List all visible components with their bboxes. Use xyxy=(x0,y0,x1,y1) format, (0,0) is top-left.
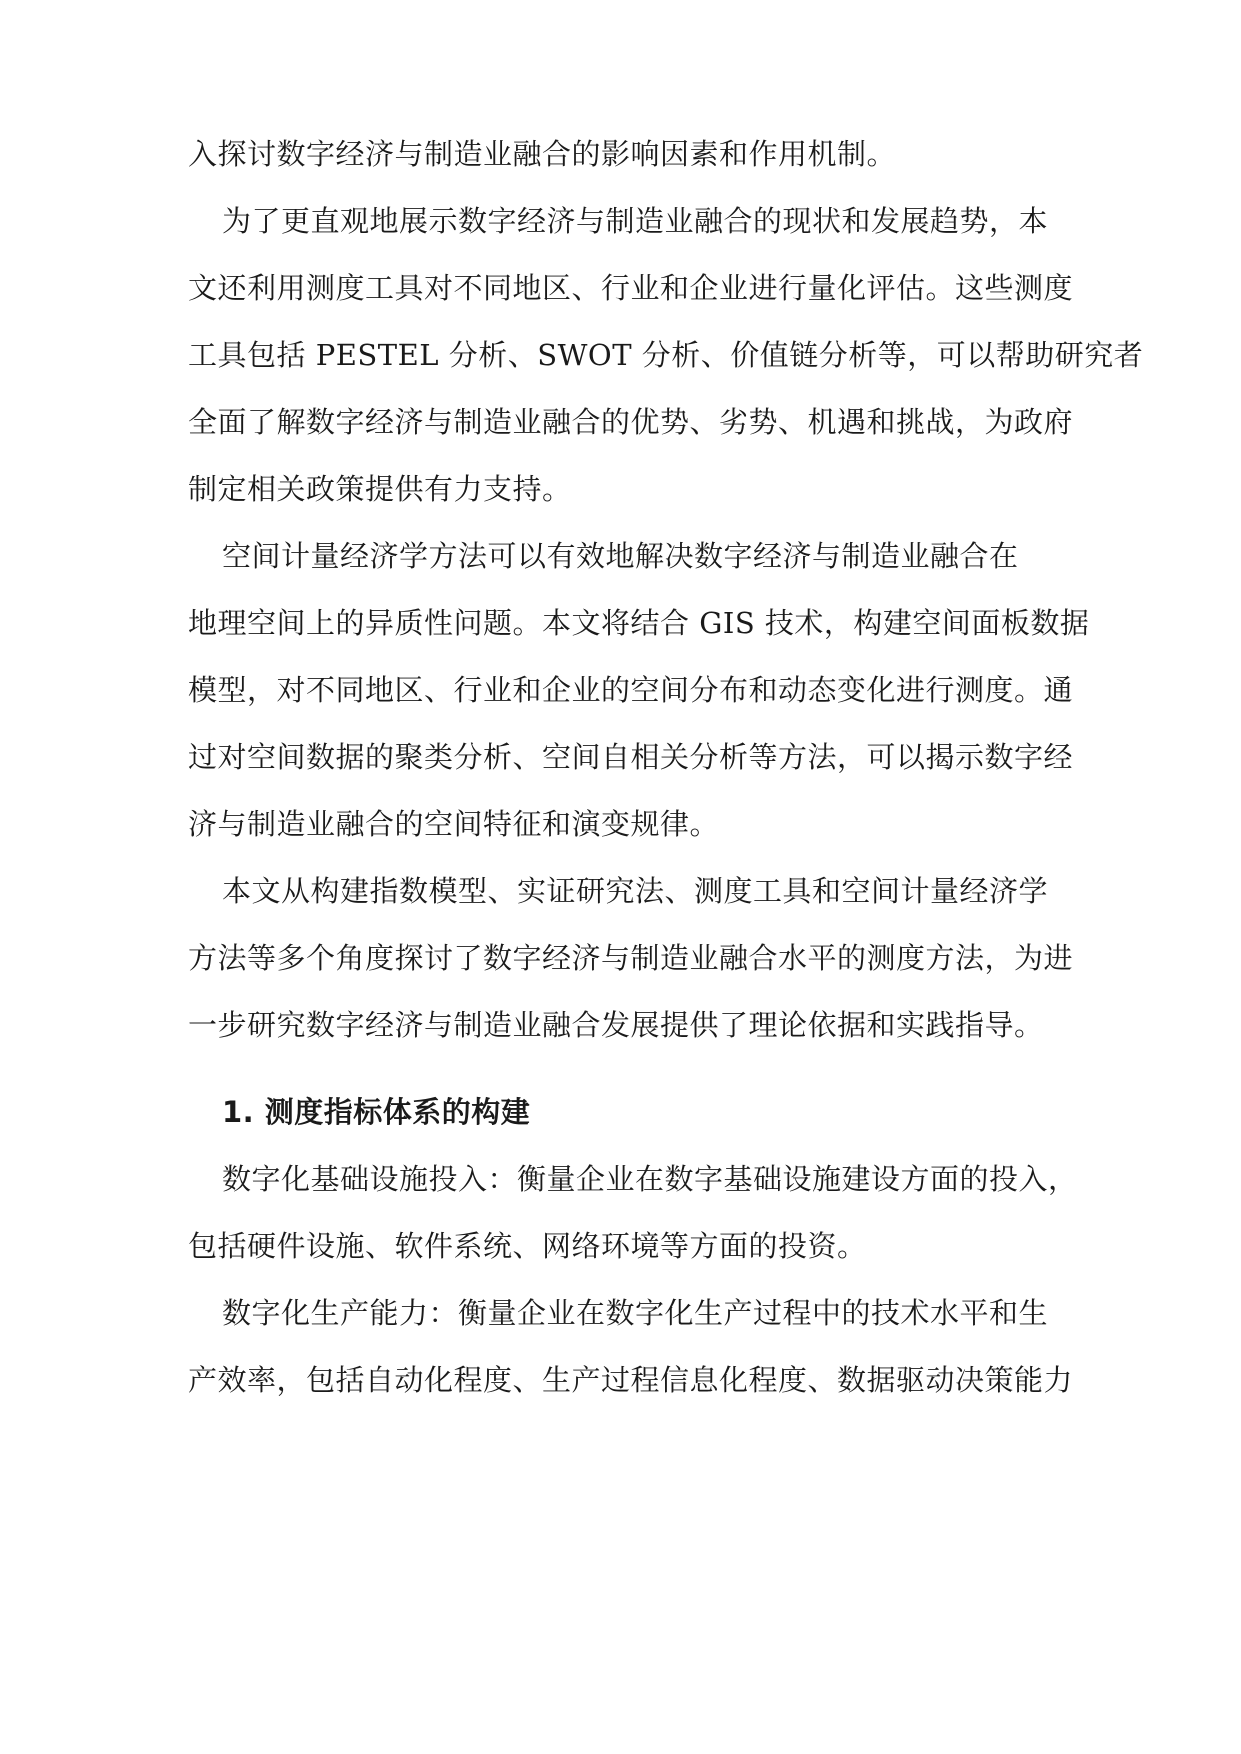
section-heading: 1. 测度指标体系的构建 xyxy=(222,1095,531,1129)
text-line: 数字化生产能力：衡量企业在数字化生产过程中的技术水平和生 xyxy=(222,1296,1049,1330)
text-line: 模型，对不同地区、行业和企业的空间分布和动态变化进行测度。通 xyxy=(188,673,1074,707)
text-line: 包括硬件设施、软件系统、网络环境等方面的投资。 xyxy=(188,1229,867,1263)
text-line: 数字化基础设施投入：衡量企业在数字基础设施建设方面的投入， xyxy=(222,1162,1078,1196)
text-line: 方法等多个角度探讨了数字经济与制造业融合水平的测度方法，为进 xyxy=(188,941,1074,975)
text-line: 为了更直观地展示数字经济与制造业融合的现状和发展趋势，本 xyxy=(222,204,1049,238)
text-line: 制定相关政策提供有力支持。 xyxy=(188,472,572,506)
text-line: 一步研究数字经济与制造业融合发展提供了理论依据和实践指导。 xyxy=(188,1008,1044,1042)
text-line: 文还利用测度工具对不同地区、行业和企业进行量化评估。这些测度 xyxy=(188,271,1074,305)
text-line: 全面了解数字经济与制造业融合的优势、劣势、机遇和挑战，为政府 xyxy=(188,405,1074,439)
text-line: 过对空间数据的聚类分析、空间自相关分析等方法，可以揭示数字经 xyxy=(188,740,1074,774)
text-line: 入探讨数字经济与制造业融合的影响因素和作用机制。 xyxy=(188,137,897,171)
text-line: 空间计量经济学方法可以有效地解决数字经济与制造业融合在 xyxy=(222,539,1019,573)
text-line: 地理空间上的异质性问题。本文将结合 GIS 技术，构建空间面板数据 xyxy=(188,606,1090,640)
text-line: 本文从构建指数模型、实证研究法、测度工具和空间计量经济学 xyxy=(222,874,1049,908)
text-line: 济与制造业融合的空间特征和演变规律。 xyxy=(188,807,720,841)
text-line: 工具包括 PESTEL 分析、SWOT 分析、价值链分析等，可以帮助研究者 xyxy=(188,338,1144,372)
text-line: 产效率，包括自动化程度、生产过程信息化程度、数据驱动决策能力 xyxy=(188,1363,1074,1397)
